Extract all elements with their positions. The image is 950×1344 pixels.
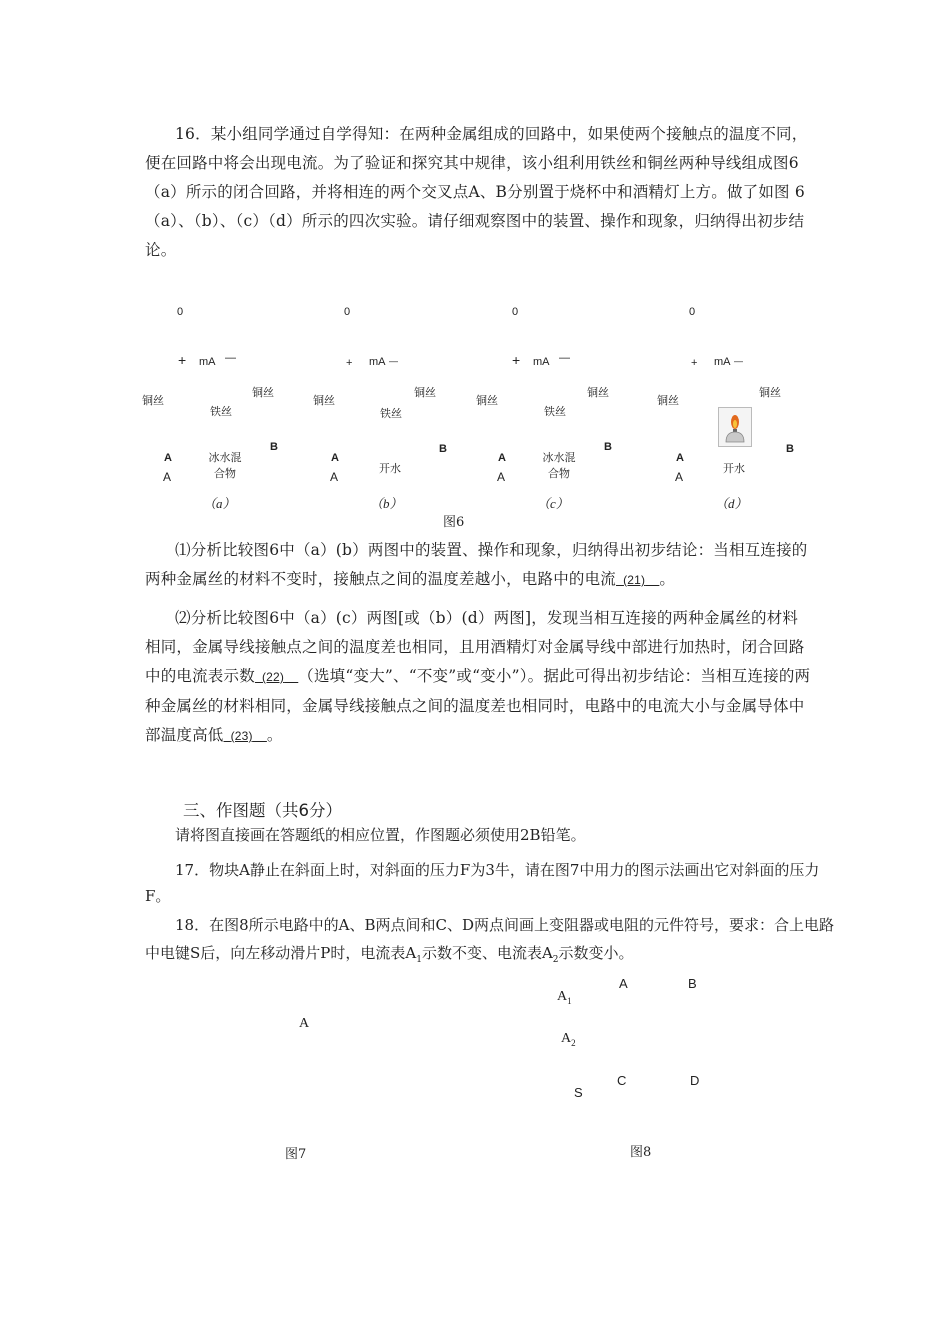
copper-label: 铜丝 bbox=[414, 386, 436, 399]
meter-zero: 0 bbox=[177, 306, 184, 318]
ammeter-a2-sub: 2 bbox=[571, 1037, 576, 1048]
copper-label: 铜丝 bbox=[759, 386, 781, 399]
ammeter-a1-label bbox=[557, 989, 572, 1006]
question-18-text bbox=[145, 911, 835, 974]
point-b-label: B bbox=[786, 443, 794, 455]
question-17-text: 17．物块A静止在斜面上时，对斜面的压力F为3牛，请在图7中用力的图示法画出它对斜面的压力F。 bbox=[145, 861, 820, 905]
ammeter-a2-label bbox=[561, 1031, 576, 1048]
point-a-label: A bbox=[676, 452, 684, 464]
q16-2-text: ⑵分析比较图6中（a）(c）两图[或（b）(d）两图]，发现当相互连接的两种金属丝的材料相同，金属导线接触点之间的温度差也相同，且用酒精灯对金属导线中部进行加热时，闭合回路中的电流表示数 bbox=[145, 609, 805, 685]
meter-minus: — bbox=[389, 356, 398, 366]
point-a-label: A bbox=[498, 452, 506, 464]
meter-plus: + bbox=[346, 357, 353, 369]
q16-2-end: 。 bbox=[266, 726, 283, 744]
ammeter-a1-letter: A bbox=[557, 989, 568, 1004]
switch-s-label: S bbox=[574, 1085, 583, 1100]
meter-minus: — bbox=[734, 356, 743, 366]
block-a-label: A bbox=[299, 1016, 310, 1031]
point-b-label: B bbox=[439, 443, 447, 455]
section-3-instruction: 请将图直接画在答题纸的相应位置，作图题必须使用2B铅笔。 bbox=[175, 826, 586, 844]
copper-label: 铜丝 bbox=[657, 394, 679, 407]
answer-blank-22 bbox=[255, 670, 298, 684]
point-a-label: A bbox=[163, 470, 172, 484]
meter-unit: mA bbox=[369, 356, 386, 368]
meter-plus: + bbox=[178, 352, 187, 368]
figure-7-label: 图7 bbox=[285, 1147, 307, 1162]
answer-blank-21 bbox=[616, 573, 659, 587]
question-16-part-2 bbox=[145, 604, 813, 751]
ammeter-a2-letter: A bbox=[561, 1031, 572, 1046]
copper-label: 铜丝 bbox=[252, 386, 274, 399]
alcohol-lamp-icon bbox=[718, 407, 752, 447]
point-a-label: A bbox=[331, 452, 339, 464]
meter-zero: 0 bbox=[689, 306, 696, 318]
liquid-label: 冰水混合物 bbox=[542, 451, 576, 480]
meter-unit: mA bbox=[714, 356, 731, 368]
q18-subscript-1: 1 bbox=[416, 955, 422, 965]
liquid-label: 开水 bbox=[723, 462, 745, 475]
point-d-label: D bbox=[690, 1073, 700, 1088]
iron-label: 铁丝 bbox=[380, 407, 402, 420]
q18-subscript-2: 2 bbox=[552, 955, 559, 965]
point-a-label: A bbox=[330, 470, 339, 484]
copper-label: 铜丝 bbox=[476, 394, 498, 407]
meter-plus: + bbox=[512, 352, 521, 368]
point-b-label: B bbox=[270, 441, 278, 453]
meter-zero: 0 bbox=[512, 306, 519, 318]
panel-caption: （d） bbox=[715, 496, 748, 511]
q18-text-b: 示数不变、电流表A bbox=[421, 944, 553, 962]
question-16-part-1 bbox=[145, 536, 813, 595]
question-16-text: 16．某小组同学通过自学得知：在两种金属组成的回路中，如果使两个接触点的温度不同，便在回路中将会出现电流。为了验证和探究其中规律，该小组利用铁丝和铜丝两种导线组成图6（a）所示的闭合回路，并将相连的两个交叉点A、B分别置于烧杯中和酒精灯上方。做了如图 6（a）、（b）、（c）（d）所示的四次实验。请仔细观察图中的装置、操作和现象，归纳得出初步结论。 bbox=[145, 125, 808, 259]
meter-unit: mA bbox=[533, 356, 550, 368]
meter-plus: + bbox=[691, 357, 698, 369]
copper-label: 铜丝 bbox=[587, 386, 609, 399]
q18-text-c: 示数变小。 bbox=[558, 944, 634, 962]
point-a-label: A bbox=[497, 470, 506, 484]
iron-label: 铁丝 bbox=[210, 405, 232, 418]
copper-label: 铜丝 bbox=[313, 394, 335, 407]
figure-6-label: 图6 bbox=[443, 515, 465, 530]
blank-number: (21) bbox=[623, 573, 646, 587]
meter-minus: — bbox=[225, 352, 236, 364]
panel-caption: （c） bbox=[537, 496, 569, 511]
iron-label: 铁丝 bbox=[544, 405, 566, 418]
point-a-label: A bbox=[675, 470, 684, 484]
blank-number: (23) bbox=[230, 729, 253, 743]
liquid-label: 开水 bbox=[379, 462, 401, 475]
answer-blank-23 bbox=[224, 729, 267, 743]
meter-unit: mA bbox=[199, 356, 216, 368]
meter-zero: 0 bbox=[344, 306, 351, 318]
panel-caption: （a） bbox=[203, 496, 236, 511]
liquid-label: 冰水混合物 bbox=[208, 451, 242, 480]
q16-1-text: ⑴分析比较图6中（a）(b）两图中的装置、操作和现象，归纳得出初步结论：当相互连接的两种金属丝的材料不变时，接触点之间的温度差越小，电路中的电流 bbox=[145, 541, 808, 588]
point-b-label: B bbox=[688, 976, 697, 991]
ammeter-a1-sub: 1 bbox=[567, 995, 572, 1006]
point-b-label: B bbox=[604, 441, 612, 453]
q16-2-middle: （选填“变大”、“不变”或“变小”）。据此可得出初步结论：当相互连接的两种金属丝的材料相同，金属导线接触点之间的温度差也相同时，电路中的电流大小与金属导体中部温度高低 bbox=[145, 667, 811, 744]
figure-8-label: 图8 bbox=[630, 1145, 652, 1160]
panel-caption: （b） bbox=[370, 496, 403, 511]
q16-1-end: 。 bbox=[659, 570, 676, 588]
blank-number: (22) bbox=[261, 670, 285, 684]
point-c-label: C bbox=[617, 1073, 627, 1088]
point-a-label: A bbox=[164, 452, 172, 464]
section-3-heading: 三、作图题（共6分） bbox=[183, 801, 342, 820]
point-a-label: A bbox=[619, 976, 628, 991]
q18-text-a: 18．在图8所示电路中的A、B两点间和C、D两点间画上变阻器或电阻的元件符号，要求：合上电路中电键S后，向左移动滑片P时，电流表A bbox=[145, 916, 834, 962]
copper-label: 铜丝 bbox=[142, 394, 164, 407]
meter-minus: — bbox=[559, 352, 570, 364]
